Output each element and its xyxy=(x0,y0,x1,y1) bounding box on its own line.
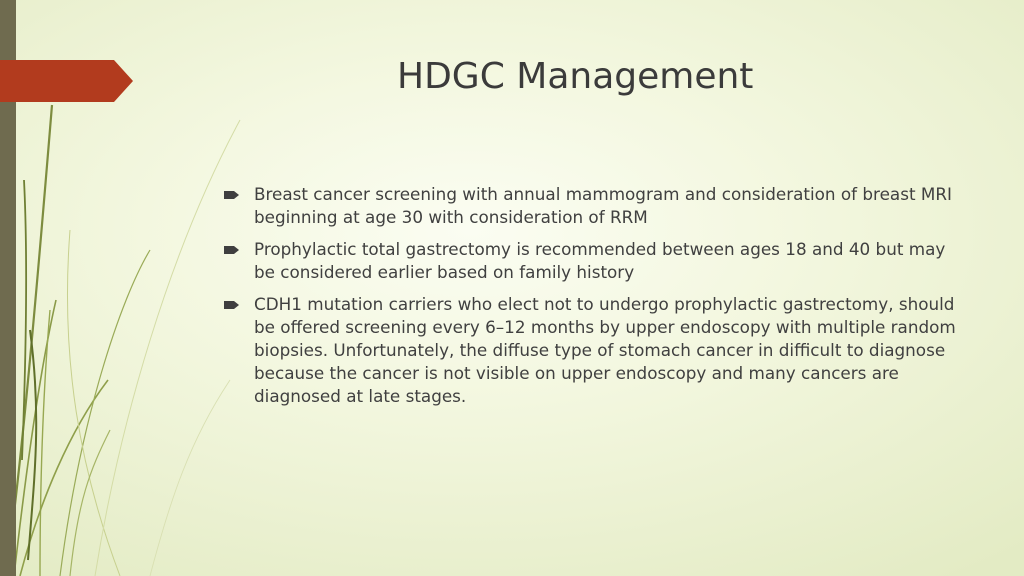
arrow-bullet-icon xyxy=(224,301,239,309)
bullet-item xyxy=(224,293,964,408)
arrow-bullet-icon xyxy=(224,246,239,254)
bullet-item xyxy=(224,183,964,229)
bullet-text: Breast cancer screening with annual mammogram and consideration of breast MRI beginning at age 30 with consideration of RRM xyxy=(254,184,952,227)
bullet-text: CDH1 mutation carriers who elect not to undergo prophylactic gastrectomy, should be offered screening every 6–12 months by upper endoscopy with multiple random biopsies. Unfortunately, the diffuse type of stomach cancer in difficult to diagnose because the cancer is not visible on upper endoscopy and many cancers are diagnosed at late stages. xyxy=(254,294,956,406)
bullet-item xyxy=(224,238,964,284)
title-accent-tab xyxy=(0,60,135,102)
bullet-text: Prophylactic total gastrectomy is recommended between ages 18 and 40 but may be considered earlier based on family history xyxy=(254,239,946,282)
slide-title: HDGC Management xyxy=(397,56,754,97)
arrow-bullet-icon xyxy=(224,191,239,199)
bullet-list xyxy=(224,183,964,417)
